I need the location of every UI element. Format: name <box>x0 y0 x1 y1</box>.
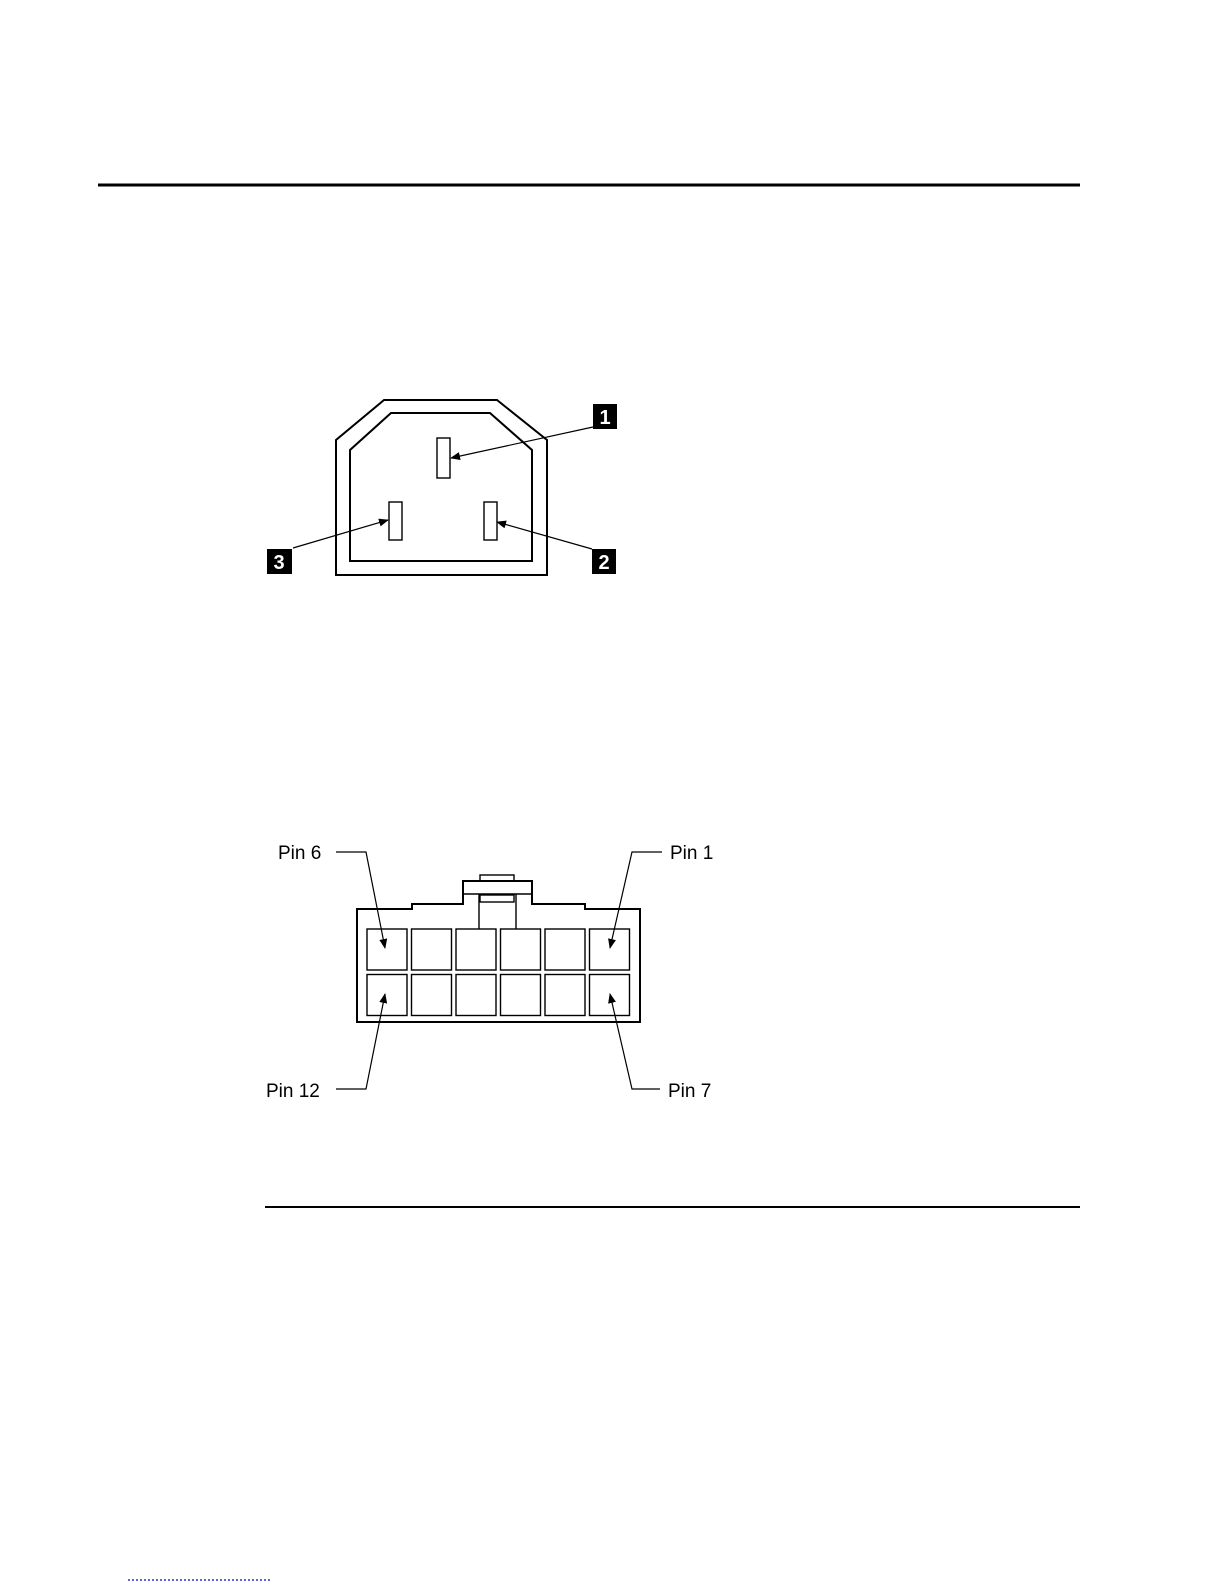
pin-cell <box>501 975 541 1016</box>
callout-3-leader <box>293 520 388 548</box>
contact-left <box>389 502 402 540</box>
power-inlet-inner-body <box>350 413 532 561</box>
latch-window <box>480 895 514 902</box>
callout-badge-2 <box>592 549 616 574</box>
callout-badge-3 <box>267 549 292 574</box>
pin-cell <box>590 975 630 1016</box>
callout-badge-3-label: 3 <box>273 552 285 574</box>
contact-right <box>484 502 497 540</box>
callout-badge-1 <box>593 404 617 429</box>
pin-cell <box>501 929 541 970</box>
callout-2-leader <box>497 522 592 549</box>
power-inlet-outer-body <box>336 400 547 575</box>
callout-badge-1-label: 1 <box>599 407 611 429</box>
pin-1-leader <box>610 852 662 948</box>
pin-grid <box>367 929 630 1016</box>
pin-cell <box>456 929 496 970</box>
pin-cell <box>412 975 452 1016</box>
pin-cell <box>367 975 407 1016</box>
pin-cell <box>545 929 585 970</box>
pin-7-label: Pin 7 <box>668 1081 712 1102</box>
pin-cell <box>412 929 452 970</box>
callout-badge-2-label: 2 <box>598 552 610 574</box>
pin-12-leader <box>336 994 385 1089</box>
pin-6-label: Pin 6 <box>278 843 322 864</box>
power-inlet-connector <box>267 400 617 575</box>
pin-cell <box>590 929 630 970</box>
pin-6-leader <box>336 852 385 948</box>
pin-cell <box>456 975 496 1016</box>
callout-1-leader <box>451 427 593 458</box>
pin-cell <box>367 929 407 970</box>
pin-1-label: Pin 1 <box>670 843 714 864</box>
pin-12-label: Pin 12 <box>266 1081 320 1102</box>
twelve-pin-connector <box>266 843 713 1102</box>
pin-cell <box>545 975 585 1016</box>
pin-7-leader <box>610 994 660 1089</box>
contact-top <box>437 438 450 478</box>
